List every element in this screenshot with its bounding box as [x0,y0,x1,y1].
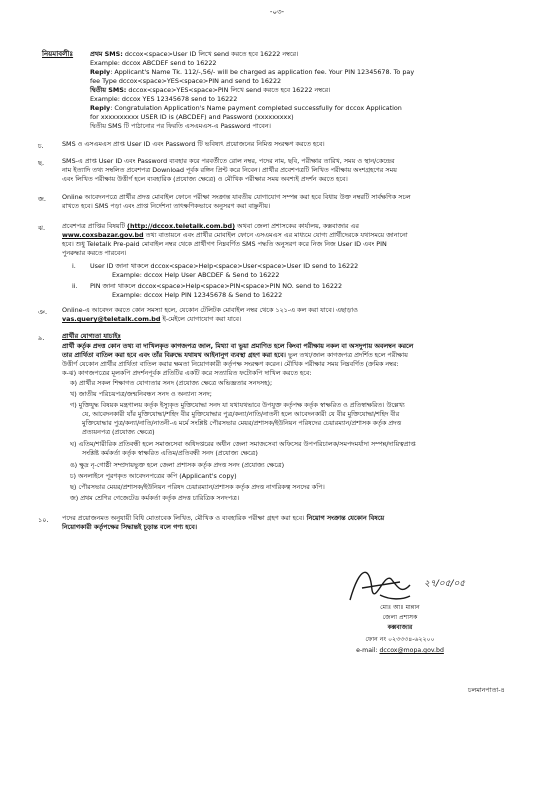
item-ch-label: চ. [38,142,44,150]
second-sms-command: dccox<space>YES<space>PIN [126,86,231,94]
second-sms-note: দ্বিতীয় SMS টি পাঠানোর পর ফিরতি এসএমএস-এ Password পাবেন। [90,122,271,130]
signatory-office: কক্সবাজার [387,624,413,631]
reply-1-label: Reply [90,68,111,76]
item-j-line1: Online আবেদনপত্রে প্রার্থীর প্রদত্ত মোবাইল ফোনে পরীক্ষা সংক্রান্ত যাবতীয় যোগাযোগ সম্পন্ন করা হবে বিধায় উক্ত নম্বরটি সার্বক্ষণিক সচল [62,193,411,201]
sub-i-label: i. [72,262,76,270]
section-9-line4: ক-ঝ) কাগজপত্রের মূলকপি প্রদর্শনপূর্বক প্রতিটির একটি করে সত্যায়িত ফটোকপি দাখিল করতে হবে: [62,369,312,377]
email-label: e-mail: [356,647,378,654]
doc-item-ga-3: মুক্তিযোদ্ধার পুত্র/কন্যা/নাতি/নাতনী-এ মর্মে সংশ্লিষ্ট পৌরসভার মেয়র/প্রশাসক/ইউনিয়ন পরিষদের চেয়ারম্যান/প্রশাসক কর্তৃক প্রদত্ত [82,419,402,427]
section-9-bold-2: তার প্রার্থিতা বাতিল করা হবে এবং তাঁর বিরুদ্ধে যথাযথ আইনানুগ ব্যবস্থা গ্রহণ করা হবে। [62,351,286,359]
jh-text-a: প্রবেশপত্র প্রাপ্তির বিষয়টি [62,222,125,230]
reply-1-text: : Applicant's Name Tk. 112/-,56/- will be charged as application fee. Your PIN 12345678. To pay [110,68,415,76]
dccox-email-link[interactable]: dccox@mopa.gov.bd [379,647,444,654]
doc-item-kha: খ) জাতীয় পরিচয়পত্র/জন্মনিবন্ধন সনদ ও অন্যান্য সনদ; [70,390,212,398]
item-n-line2 [62,315,241,323]
section-9-line3: উত্তীর্ণ যেকোন প্রার্থীর প্রার্থিতা বাতিল করার ক্ষমতা নিয়োগকারী কর্তৃপক্ষ সংরক্ষণ করেন। মৌখিক পরীক্ষার সময় নিম্নবর্ণিত (ক্রমিক নম্বর: [62,360,399,368]
reply-2-b: for xxxxxxxxxx USER ID is (ABCDEF) and Password (xxxxxxxxx) [90,113,294,121]
section-10-label: ১০. [38,516,49,524]
doc-item-ka: ক) প্রার্থীর সকল শিক্ষাগত যোগ্যতার সনদ (প্রযোজ্য ক্ষেত্রে অভিজ্ঞতার সনদসহ); [70,379,273,387]
signatory-phone: ফোন নং ০২৩৩৩৪-৬২২০০ [365,636,435,643]
doc-item-ca: চ) অনলাইনে পূরণকৃত আবেদনপত্রের কপি (Applicant's copy) [70,472,237,480]
signature-date: ২৭/০৫/০৫ [424,579,466,589]
signatory-name: মোঃ আঃ মান্নান [380,604,420,611]
doc-item-gha-2: সংশ্লিষ্ট কর্মকর্তা কর্তৃক স্বাক্ষরিত এতিম/প্রতিবন্ধী সনদ (প্রযোজ্য ক্ষেত্রে) [82,449,258,457]
continued-page-note: চলমানপাতা-৪ [468,686,505,694]
sub-i-line2: Example: dccox Help User ABCDEF & Send to 16222 [112,271,280,279]
teletalk-link[interactable]: (http://dccox.teletalk.com.bd) [127,222,235,230]
rules-heading: নিয়মাবলীঃ [42,50,74,58]
item-chh-line2: নাম ইত্যাদি তথ্য সম্বলিত প্রবেশপত্র Download পূর্বক রঙ্গিন প্রিন্ট করে নিবেন। প্রার্থীর প্রবেশপত্রটি লিখিত পরীক্ষায় অংশগ্রহণের সময় [62,166,397,174]
item-chh-line1: SMS-এ প্রাপ্ত User ID এবং Password ব্যবহার করে পরবর্তীতে রোল নম্বর, পদের নাম, ছবি, পরীক্ষার তারিখ, সময় ও স্থান/কেন্দ্রের [62,157,395,165]
item-jh-line1 [62,222,359,230]
first-sms-suffix: লিখে send করতে হবে 16222 নম্বরে। [198,50,299,58]
doc-item-ga-4: প্রত্যয়নপত্র (প্রযোজ্য ক্ষেত্রে) [82,428,155,436]
jh-text-c: তথ্য বাতায়নে এবং প্রার্থীর মোবাইল ফোনে এসএমএস এর মাধ্যমে যোগ্য প্রার্থীদেরকে যথাসময়ে জানানো [145,231,408,239]
section-9-heading: প্রার্থীর যোগ্যতা যাচাইঃ [62,332,121,340]
second-sms-suffix: লিখে send করতে হবে 16222 নম্বরে। [230,86,331,94]
item-j-label: জ. [38,195,46,203]
doc-item-ja: জ) প্রথম শ্রেণির গেজেটেড কর্মকর্তা কর্তৃক প্রদত্ত চারিত্রিক সনদপত্র। [70,494,240,502]
first-sms-label: প্রথম SMS: [90,50,123,58]
section-10-text-a: পদের প্রয়োজনমত অনুযায়ী বিধি মোতাবেক লিখিত, মৌখিক ও ব্যবহারিক পরীক্ষা গ্রহণ করা হবে। [62,514,305,522]
item-j-line2: রাখতে হবে। SMS পড়া এবং প্রাপ্ত নির্দেশনা তাৎক্ষণিকভাবে অনুসরণ করা বাঞ্ছনীয়। [62,202,271,210]
section-9-rest-2: ভুল তথ্য/জাল কাগজপত্র প্রদর্শিত হলে পরীক্ষায় [285,351,408,359]
doc-item-ga-2: যে, আবেদনকারী যাঁর মুক্তিযোদ্ধা/শহিদ বীর মুক্তিযোদ্ধার পুত্র/কন্যা/নাতি/নাতনী হলে আবেদনকারী যে বীর মুক্তিযোদ্ধা/শহিদ বীর [82,410,400,418]
reply-2-a [90,104,402,112]
item-chh-label: ছ. [38,159,45,167]
signatory-title: জেলা প্রশাসক [382,614,418,621]
example-2: Example: dccox YES 12345678 send to 16222 [90,95,238,103]
section-10-line2: নিয়োগকারী কর্তৃপক্ষের সিদ্ধান্তই চূড়ান্ত বলে গণ্য হবে। [62,523,198,531]
item-chh-line3: এবং লিখিত পরীক্ষায় উত্তীর্ণ হলে ব্যবহারিক (প্রযোজ্য ক্ষেত্রে) ও মৌখিক পরীক্ষার সময় অবশ্যই প্রদর্শন করতে হবে। [62,175,348,183]
sub-i-line1: User ID জানা থাকলে dccox<space>Help<space>User<space>User ID send to 16222 [90,262,359,270]
section-10-line1 [62,514,384,522]
section-9-line2 [62,351,408,359]
signatory-email-line [340,647,460,655]
second-sms-line [90,86,330,94]
item-jh-line2 [62,231,408,239]
jh-text-b: অথবা জেলা প্রশাসকের কার্যালয়, কক্সবাজার এর [237,222,359,230]
page-number: -০৩- [269,8,285,16]
item-ch: SMS ও এসএমএস প্রাপ্ত User ID এবং Password টি ভবিষ্যৎ প্রয়োজনের নিমিত্ত সংরক্ষণ করতে হবে। [62,140,325,148]
sub-ii-label: ii. [72,282,78,290]
doc-item-ga-1: গ) মুক্তিযুদ্ধ বিষয়ক মন্ত্রণালয় কর্তৃক ইস্যুকৃত মুক্তিযোদ্ধা সনদ যা যথাযথভাবে উপযুক্ত কর্তৃপক্ষ কর্তৃক স্বাক্ষরিত ও প্রতিস্বাক্ষরিত। উল্লেখ্য [70,401,405,409]
sub-ii-line1: PIN জানা থাকলে dccox<space>Help<space>PIN<space>PIN NO. send to 16222 [90,282,343,290]
vas-query-email-link[interactable]: vas.query@teletalk.com.bd [62,315,161,323]
first-sms-line [90,50,298,58]
example-1: Example: dccox ABCDEF send to 16222 [90,59,217,67]
doc-item-cha: ছ) পৌরসভার মেয়র/প্রশাসক/ইউনিয়ন পরিষদ চেয়ারম্যান/প্রশাসক কর্তৃক প্রদত্ত নাগরিকত্ব সনদের কপি। [70,483,325,491]
n-text-b: ই-মেইলে যোগাযোগ করা যাবে। [162,315,242,323]
reply-1-a [90,68,414,76]
reply-2-label: Reply [90,104,111,112]
second-sms-label: দ্বিতীয় SMS: [90,86,127,94]
item-jh-line4: পুনরুদ্ধার করতে পারবেন। [62,249,127,257]
sub-ii-line2: Example: dccox Help PIN 12345678 & Send to 16222 [112,291,283,299]
doc-item-gha-1: ঘ) এতিম/শারীরিক প্রতিবন্ধী হলে সমাজসেবা অধিদপ্তরের অধীন জেলা সমাজসেবা অফিসের উপপরিচালক/সমপদমর্যাদা সম্পন্ন/দায়িত্বপ্রাপ্ত [70,440,416,448]
reply-2-text: : Congratulation Application's Name payment completed successfully for dccox Application [110,104,402,112]
item-jh-line3: হবে। শুধু Teletalk Pre-paid মোবাইল নম্বর থেকে প্রার্থীগণ নিম্নবর্ণিত SMS পদ্ধতি অনুসরণ করে নিজ নিজ User ID এবং PIN [62,240,387,248]
item-n-line1: Online-এ আবেদন করতে কোন সমস্যা হলে, যেকোন টেলিটক মোবাইল নম্বর থেকে ১২১-এ কল করা যাবে। এছাড়াও [62,306,358,314]
item-jh-label: ঝ. [38,224,46,232]
coxsbazar-link[interactable]: www.coxsbazar.gov.bd [62,231,144,239]
reply-1-b: fee Type dccox<space>YES<space>PIN and send to 16222 [90,77,282,85]
section-9-label: ৯. [38,334,45,342]
section-10-text-b: নিয়োগ সংক্রান্ত যেকোন বিষয়ে [304,514,385,522]
doc-item-uma: ঙ) ক্ষুদ্র নৃ-গোষ্ঠী সম্প্রদায়ভুক্ত হলে জেলা প্রশাসক কর্তৃক প্রদত্ত সনদ (প্রযোজ্য ক্ষেত্রে) [70,461,285,469]
section-9-bold-1: প্রার্থী কর্তৃক প্রদত্ত কোন তথ্য বা দাখিলকৃত কাগজপত্র জাল, মিথ্যা বা ভুয়া প্রমাণিত হলে কিংবা পরীক্ষায় নকল বা অসদুপায় অবলম্বন করলে [62,342,414,350]
first-sms-command: dccox<space>User ID [122,50,199,58]
item-n-label: ঞ. [38,308,48,316]
